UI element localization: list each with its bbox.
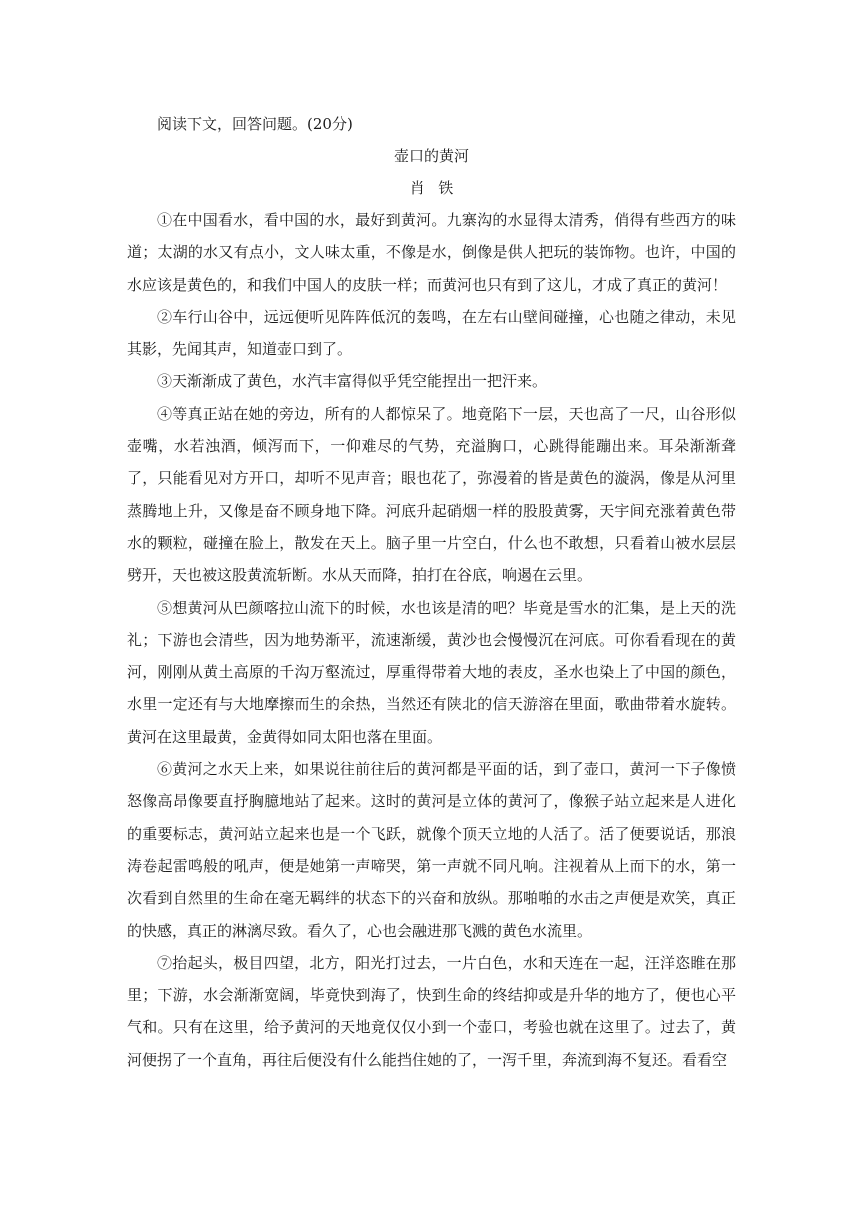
- passage-author: 肖铁: [409, 179, 467, 197]
- paragraph-2: ②车行山谷中，远远便听见阵阵低沉的轰鸣，在左右山壁间碰撞，心也随之律动，未见其影，先闻其声，知道壶口到了。: [127, 307, 736, 359]
- reading-passage: [127, 108, 736, 1076]
- paragraph-7: ⑦抬起头，极目四望，北方，阳光打过去，一片白色，水和天连在一起，汪洋恣睢在那里；下游，水会渐渐宽阔，毕竟快到海了，快到生命的终结抑或是升华的地方了，便也心平气和。只有在这里，给予黄河的天地竟仅仅小到一个壶口，考验也就在这里了。过去了，黄河便拐了一个直角，再往后便没有什么能挡住她的了，一泻千里，奔流到海不复还。看看空: [127, 953, 736, 1069]
- paragraph-4: ④等真正站在她的旁边，所有的人都惊呆了。地竟陷下一层，天也高了一尺，山谷形似壶嘴，水若浊酒，倾泻而下，一仰难尽的气势，充溢胸口，心跳得能蹦出来。耳朵渐渐聋了，只能看见对方开口，却听不见声音；眼也花了，弥漫着的皆是黄色的漩涡，像是从河里蒸腾地上升，又像是奋不顾身地下降。河底升起硝烟一样的股股黄雾，天宇间充涨着黄色带水的颗粒，碰撞在脸上，散发在天上。脑子里一片空白，什么也不敢想，只看着山被水层层劈开，天也被这股黄流斩断。水从天而降，拍打在谷底，响遏在云里。: [127, 404, 736, 585]
- paragraph-6: ⑥黄河之水天上来，如果说往前往后的黄河都是平面的话，到了壶口，黄河一下子像愤怒像高昂像要直抒胸臆地站了起来。这时的黄河是立体的黄河了，像猴子站立起来是人进化的重要标志，黄河站立起来也是一个飞跃，就像个顶天立地的人活了。活了便要说话，那浪涛卷起雷鸣般的吼声，便是她第一声啼哭，第一声就不同凡响。注视着从上而下的水，第一次看到自然里的生命在毫无羁绊的状态下的兴奋和放纵。那啪啪的水击之声便是欢笑，真正的快感，真正的淋漓尽致。看久了，心也会融进那飞溅的黄色水流里。: [127, 760, 736, 940]
- paragraph-1: ①在中国看水，看中国的水，最好到黄河。九寨沟的水显得太清秀，俏得有些西方的味道；太湖的水又有点小，文人味太重，不像是水，倒像是供人把玩的装饰物。也许，中国的水应该是黄色的，和我们中国人的皮肤一样；而黄河也只有到了这儿，才成了真正的黄河！: [127, 211, 736, 294]
- question-prompt: 阅读下文，回答问题。(20分): [157, 115, 353, 133]
- paragraph-5: ⑤想黄河从巴颜喀拉山流下的时候，水也该是清的吧？毕竟是雪水的汇集，是上天的洗礼；下游也会清些，因为地势渐平，流速渐缓，黄沙也会慢慢沉在河底。可你看看现在的黄河，刚刚从黄土高原的千沟万壑流过，厚重得带着大地的表皮，圣水也染上了中国的颜色，水里一定还有与大地摩擦而生的余热，当然还有陕北的信天游溶在里面，歌曲带着水旋转。黄河在这里最黄，金黄得如同太阳也落在里面。: [127, 598, 736, 746]
- passage-title: 壶口的黄河: [393, 147, 469, 165]
- paragraph-3: ③天渐渐成了黄色，水汽丰富得似乎凭空能捏出一把汗来。: [157, 372, 548, 391]
